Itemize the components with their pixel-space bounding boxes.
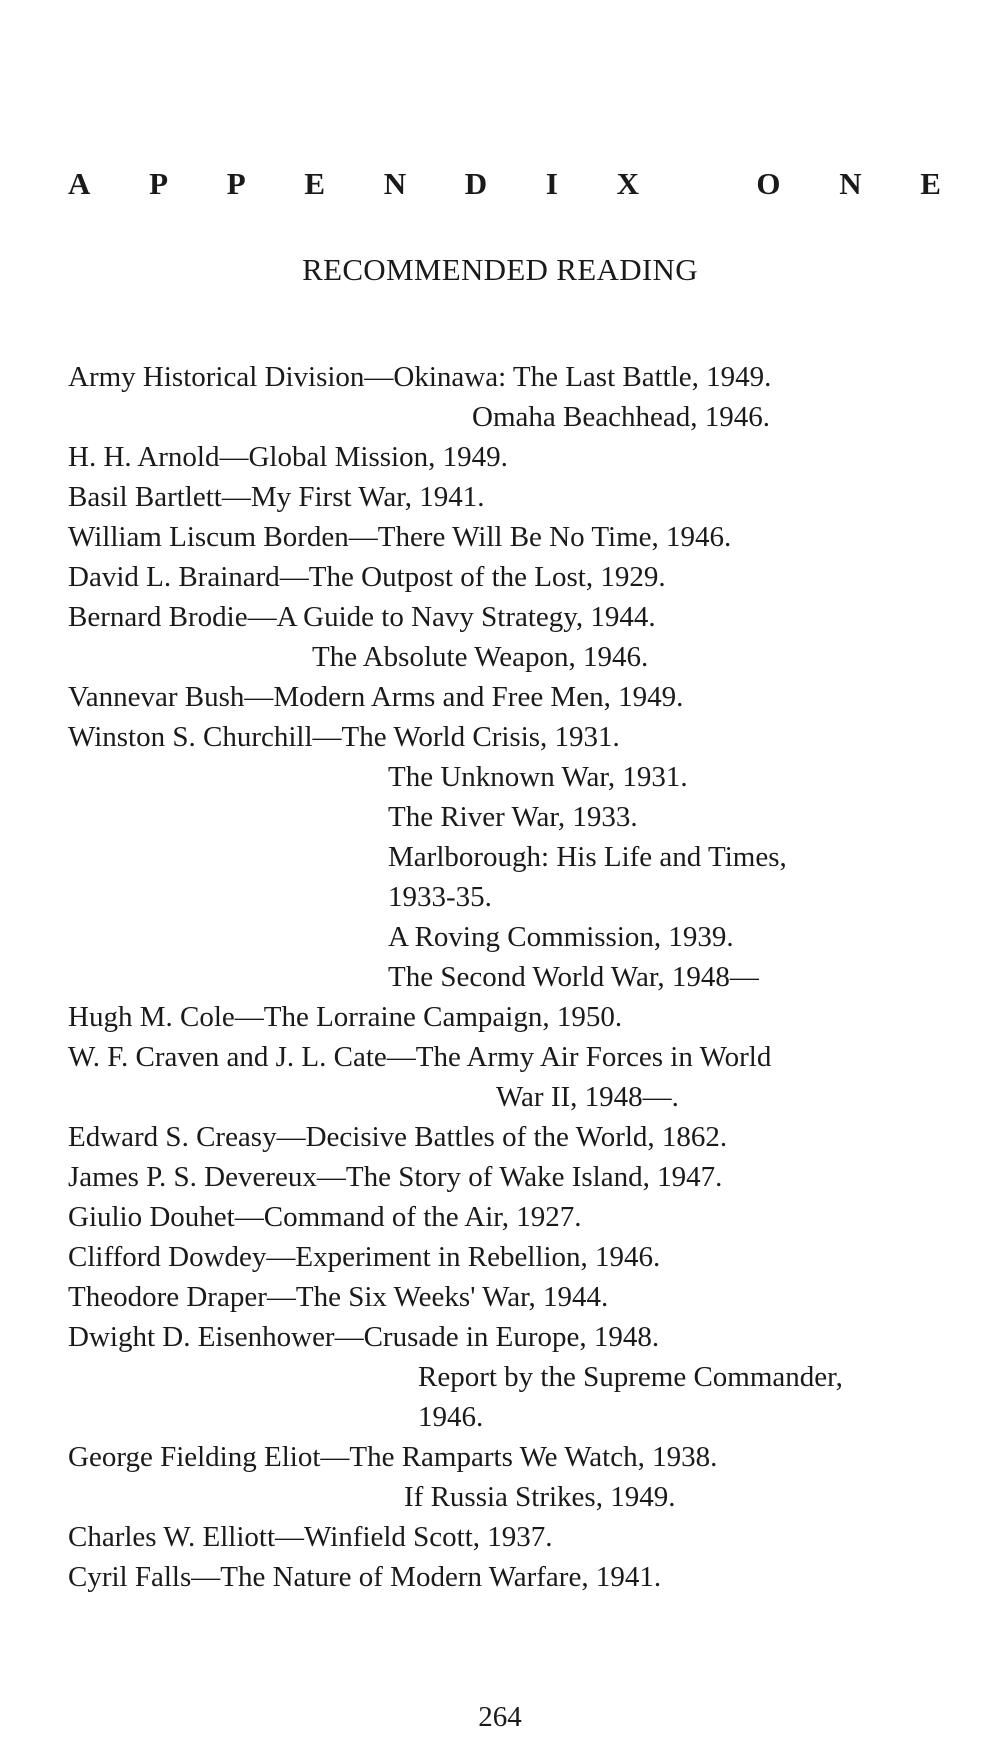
- heading-letter: N: [839, 166, 862, 201]
- reading-entry: Dwight D. Eisenhower—Crusade in Europe, 1948.: [68, 1321, 660, 1353]
- reading-entry: James P. S. Devereux—The Story of Wake Island, 1947.: [68, 1161, 723, 1193]
- section-subtitle: RECOMMENDED READING: [302, 252, 698, 287]
- heading-letter: A: [68, 166, 91, 201]
- heading-letter: O: [756, 166, 781, 201]
- reading-entry: Giulio Douhet—Command of the Air, 1927.: [68, 1201, 582, 1233]
- reading-entry-continuation: The Second World War, 1948—: [388, 961, 759, 993]
- reading-entry-continuation: A Roving Commission, 1939.: [388, 921, 734, 953]
- heading-letter: E: [920, 166, 941, 201]
- reading-entry: Bernard Brodie—A Guide to Navy Strategy, 1944.: [68, 601, 656, 633]
- heading-letter: P: [226, 166, 246, 201]
- reading-entry: Charles W. Elliott—Winfield Scott, 1937.: [68, 1521, 553, 1553]
- reading-entry-continuation: War II, 1948—.: [496, 1081, 679, 1113]
- reading-list: [68, 357, 968, 1597]
- reading-entry: Army Historical Division—Okinawa: The Last Battle, 1949.: [68, 361, 772, 393]
- reading-entry-continuation: The River War, 1933.: [388, 801, 638, 833]
- reading-entry-continuation: The Absolute Weapon, 1946.: [312, 641, 649, 673]
- reading-entry: Basil Bartlett—My First War, 1941.: [68, 481, 485, 513]
- heading-letter: I: [545, 166, 558, 201]
- reading-entry-continuation: Marlborough: His Life and Times,: [388, 841, 787, 873]
- reading-entry: George Fielding Eliot—The Ramparts We Watch, 1938.: [68, 1441, 718, 1473]
- heading-letter: E: [304, 166, 326, 201]
- reading-entry: W. F. Craven and J. L. Cate—The Army Air Forces in World: [68, 1041, 772, 1073]
- reading-entry-continuation: The Unknown War, 1931.: [388, 761, 688, 793]
- heading-letter: N: [383, 166, 407, 201]
- reading-entry: Edward S. Creasy—Decisive Battles of the World, 1862.: [68, 1121, 728, 1153]
- reading-entry-continuation: 1946.: [418, 1401, 484, 1433]
- reading-entry: Hugh M. Cole—The Lorraine Campaign, 1950.: [68, 1001, 623, 1033]
- reading-entry: David L. Brainard—The Outpost of the Lost, 1929.: [68, 561, 666, 593]
- heading-letter: D: [464, 166, 488, 201]
- reading-entry: Theodore Draper—The Six Weeks' War, 1944.: [68, 1281, 609, 1313]
- reading-entry-continuation: 1933-35.: [388, 881, 492, 913]
- appendix-heading: [68, 166, 941, 202]
- reading-entry: Winston S. Churchill—The World Crisis, 1931.: [68, 721, 620, 753]
- reading-entry: H. H. Arnold—Global Mission, 1949.: [68, 441, 508, 473]
- reading-entry-continuation: If Russia Strikes, 1949.: [404, 1481, 676, 1513]
- reading-entry: Cyril Falls—The Nature of Modern Warfare, 1941.: [68, 1561, 662, 1593]
- heading-letter: P: [149, 166, 169, 201]
- reading-entry: Vannevar Bush—Modern Arms and Free Men, 1949.: [68, 681, 684, 713]
- heading-letter: X: [616, 166, 640, 201]
- reading-entry: Clifford Dowdey—Experiment in Rebellion, 1946.: [68, 1241, 661, 1273]
- reading-entry-continuation: Omaha Beachhead, 1946.: [472, 401, 770, 433]
- page-number: 264: [478, 1701, 522, 1733]
- reading-entry: William Liscum Borden—There Will Be No Time, 1946.: [68, 521, 732, 553]
- reading-entry-continuation: Report by the Supreme Commander,: [418, 1361, 843, 1393]
